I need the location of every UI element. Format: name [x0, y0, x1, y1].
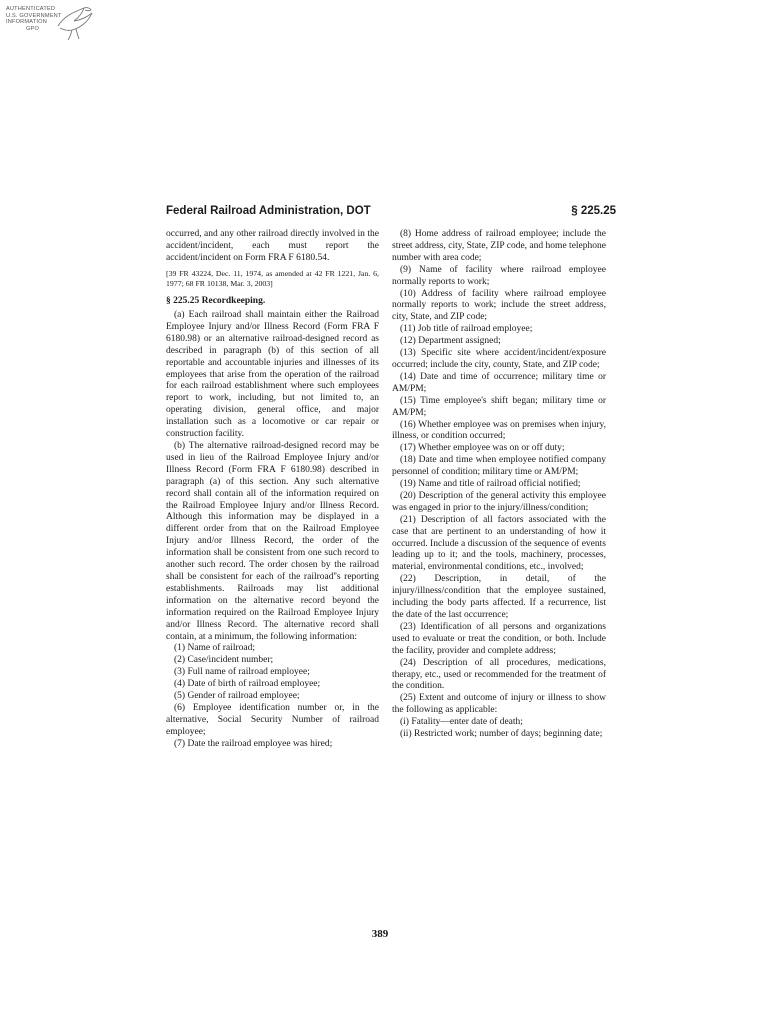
list-item: (13) Specific site where accident/incident/exposure occurred; include the city, county, State, and ZIP code; [392, 348, 606, 370]
section-number: § 225.25 [571, 205, 616, 217]
right-column [392, 229, 606, 741]
list-item: (18) Date and time when employee notified company personnel of condition; military time or AM/PM; [392, 455, 606, 478]
list-item: (6) Employee identification number or, in the alternative, Social Security Number of railroad employee; [166, 702, 379, 737]
paragraph-b: (b) The alternative railroad-designed record may be used in lieu of the Railroad Employee Injury and/or Illness Record (Form FRA F 6180.98) described in paragraph (a) of this section. Any such alternative record shall contain all of the information required on the Railroad Employee Injury and/or Illness Record. Although this information may be displayed in a different order from that on the Railroad Employee Injury and/or Illness Record, the order of the information shall be consistent from one such record to another such record. The order chosen by the railroad shall be consistent for each of the railroad''s reporting establishments. Railroads may list additional information on the alternative record beyond the information required on the Railroad Employee Injury and/or Illness Record. The alternative record shall contain, at a minimum, the following information: [166, 441, 379, 642]
list-item: (1) Name of railroad; [174, 643, 255, 654]
running-header [166, 205, 616, 221]
paragraph-a: (a) Each railroad shall maintain either the Railroad Employee Injury and/or Illness Record (Form FRA F 6180.98) or an alternative railroad-designed record as described in paragraph (b) of this section of all reportable and accountable injuries and illnesses of its employees that arise from the operation of the railroad for each railroad establishment where such employees report to work, including, but not limited to, an operating division, general office, and major installation such as a locomotive or car repair or construction facility. [166, 310, 379, 440]
list-item: (4) Date of birth of railroad employee; [174, 679, 321, 690]
list-item: (23) Identification of all persons and organizations used to evaluate or treat the condition, or both. Include the facility, provider and complete address; [392, 621, 606, 656]
list-item: (9) Name of facility where railroad employee normally reports to work; [392, 264, 606, 287]
list-item: (19) Name and title of railroad official notified; [400, 479, 581, 490]
gpo-line-3: INFORMATION [6, 19, 47, 26]
list-item: (5) Gender of railroad employee; [174, 691, 300, 702]
section-heading: § 225.25 Recordkeeping. [166, 296, 266, 307]
list-item: (ii) Restricted work; number of days; beginning date; [400, 729, 603, 740]
left-column [166, 229, 379, 751]
list-item: (10) Address of facility where railroad employee normally reports to work; include the street address, city, State, and ZIP code; [392, 288, 606, 323]
list-item: (17) Whether employee was on or off duty; [400, 443, 565, 454]
list-item: (15) Time employee's shift began; military time or AM/PM; [392, 395, 606, 418]
list-item: (8) Home address of railroad employee; include the street address, city, State, ZIP code, and home telephone number with area code; [392, 229, 606, 263]
eagle-seal-icon [54, 4, 96, 44]
list-item: (24) Description of all procedures, medications, therapy, etc., used or recommended for the treatment of the condition. [392, 657, 606, 692]
continued-paragraph: occurred, and any other railroad directly involved in the accident/incident, each must report the accident/incident on Form FRA F 6180.54. [166, 229, 379, 263]
list-item: (7) Date the railroad employee was hired; [174, 738, 333, 749]
list-item: (21) Description of all factors associated with the case that are pertinent to an understanding of how it occurred. Include a discussion of the sequence of events leading up to it; and the tools, machinery, processes, material, environmental conditions, etc., involved; [392, 514, 606, 573]
list-item: (i) Fatality—enter date of death; [400, 717, 523, 728]
gpo-line-4: GPO [26, 25, 40, 32]
list-item: (11) Job title of railroad employee; [400, 324, 533, 335]
list-item: (3) Full name of railroad employee; [174, 667, 310, 678]
list-item: (2) Case/incident number; [174, 655, 274, 666]
gpo-line-2: U.S. GOVERNMENT [6, 12, 62, 19]
gpo-authentication-stamp [6, 4, 146, 48]
source-note: [39 FR 43224, Dec. 11, 1974, as amended at 42 FR 1221, Jan. 6, 1977; 68 FR 10138, Mar. 3, 2003] [166, 268, 379, 288]
page-number: 389 [371, 928, 389, 940]
agency-title: Federal Railroad Administration, DOT [166, 205, 371, 217]
list-item: (22) Description, in detail, of the injury/illness/condition that the employee sustained, including the body parts affected. If a recurrence, list the date of the last occurrence; [392, 574, 606, 620]
list-item: (16) Whether employee was on premises when injury, illness, or condition occurred; [392, 419, 606, 442]
list-item: (20) Description of the general activity this employee was engaged in prior to the injury/illness/condition; [392, 490, 606, 513]
gpo-line-1: AUTHENTICATED [6, 6, 56, 12]
list-item: (14) Date and time of occurrence; military time or AM/PM; [392, 371, 606, 394]
list-item: (12) Department assigned; [400, 336, 501, 347]
list-item: (25) Extent and outcome of injury or illness to show the following as applicable: [392, 693, 606, 716]
